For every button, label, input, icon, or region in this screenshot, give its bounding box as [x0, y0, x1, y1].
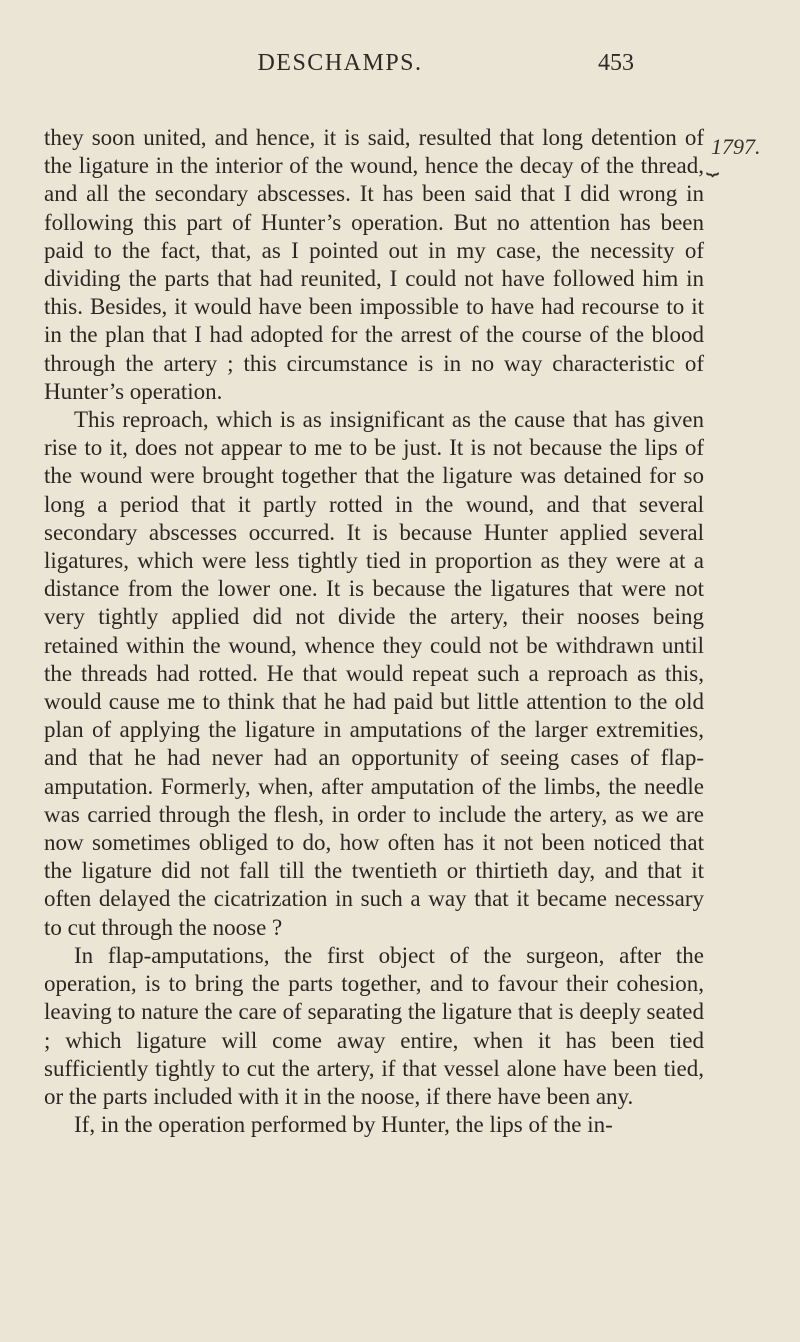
paragraph-4: If, in the operation performed by Hunter, the lips of the in-: [74, 1112, 613, 1138]
paragraph-3: In flap-amputations, the first object of the surgeon, after the operation, is to bring the parts together, and to favour their cohesion, leaving to nature the care of separating the ligature that is deeply seated ; which ligature will come away entire, when it has been tied sufficiently tightly to cut the artery, if that vessel alone have been tied, or the parts included with it in the noose, if there have been any.: [44, 942, 704, 1109]
body-text: [44, 124, 704, 1139]
margin-year-note: 1797.: [711, 134, 761, 159]
running-title: DESCHAMPS.: [257, 50, 423, 76]
page-header: [0, 50, 800, 90]
page-number: 453: [598, 50, 634, 76]
paragraph-2: This reproach, which is as insignificant as the cause that has given rise to it, does not appear to me to be just. It is not because the lips of the wound were brought together that the ligature was detained for so long a period that it partly rotted in the wound, and that several secondary abscesses occurred. It is because Hunter applied several ligatures, which were less tightly tied in proportion as they were at a distance from the lower one. It is because the ligatures that were not very tightly applied did not divide the artery, their nooses being retained within the wound, whence they could not be withdrawn until the threads had rotted. He that would repeat such a reproach as this, would cause me to think that he had paid but little attention to the old plan of applying the ligature in amputations of the larger extremities, and that he had never had an opportunity of seeing cases of flap-amputation. Formerly, when, after amputation of the limbs, the needle was carried through the flesh, in order to include the artery, as we are now sometimes obliged to do, how often has it not been noticed that the ligature did not fall till the twentieth or thirtieth day, and that it often delayed the cicatrization in such a way that it became necessary to cut through the noose ?: [44, 407, 704, 940]
paragraph-1: they soon united, and hence, it is said, resulted that long detention of the ligature in the interior of the wound, hence the decay of the thread, and all the secondary abscesses. It has been said that I did wrong in following this part of Hunter’s operation. But no attention has been paid to the fact, that, as I pointed out in my case, the necessity of dividing the parts that had reunited, I could not have followed him in this. Besides, it would have been impossible to have had recourse to it in the plan that I had adopted for the arrest of the course of the blood through the artery ; this circumstance is in no way characteristic of Hunter’s operation.: [44, 125, 704, 404]
margin-brace-mark: ⏟: [706, 150, 718, 175]
